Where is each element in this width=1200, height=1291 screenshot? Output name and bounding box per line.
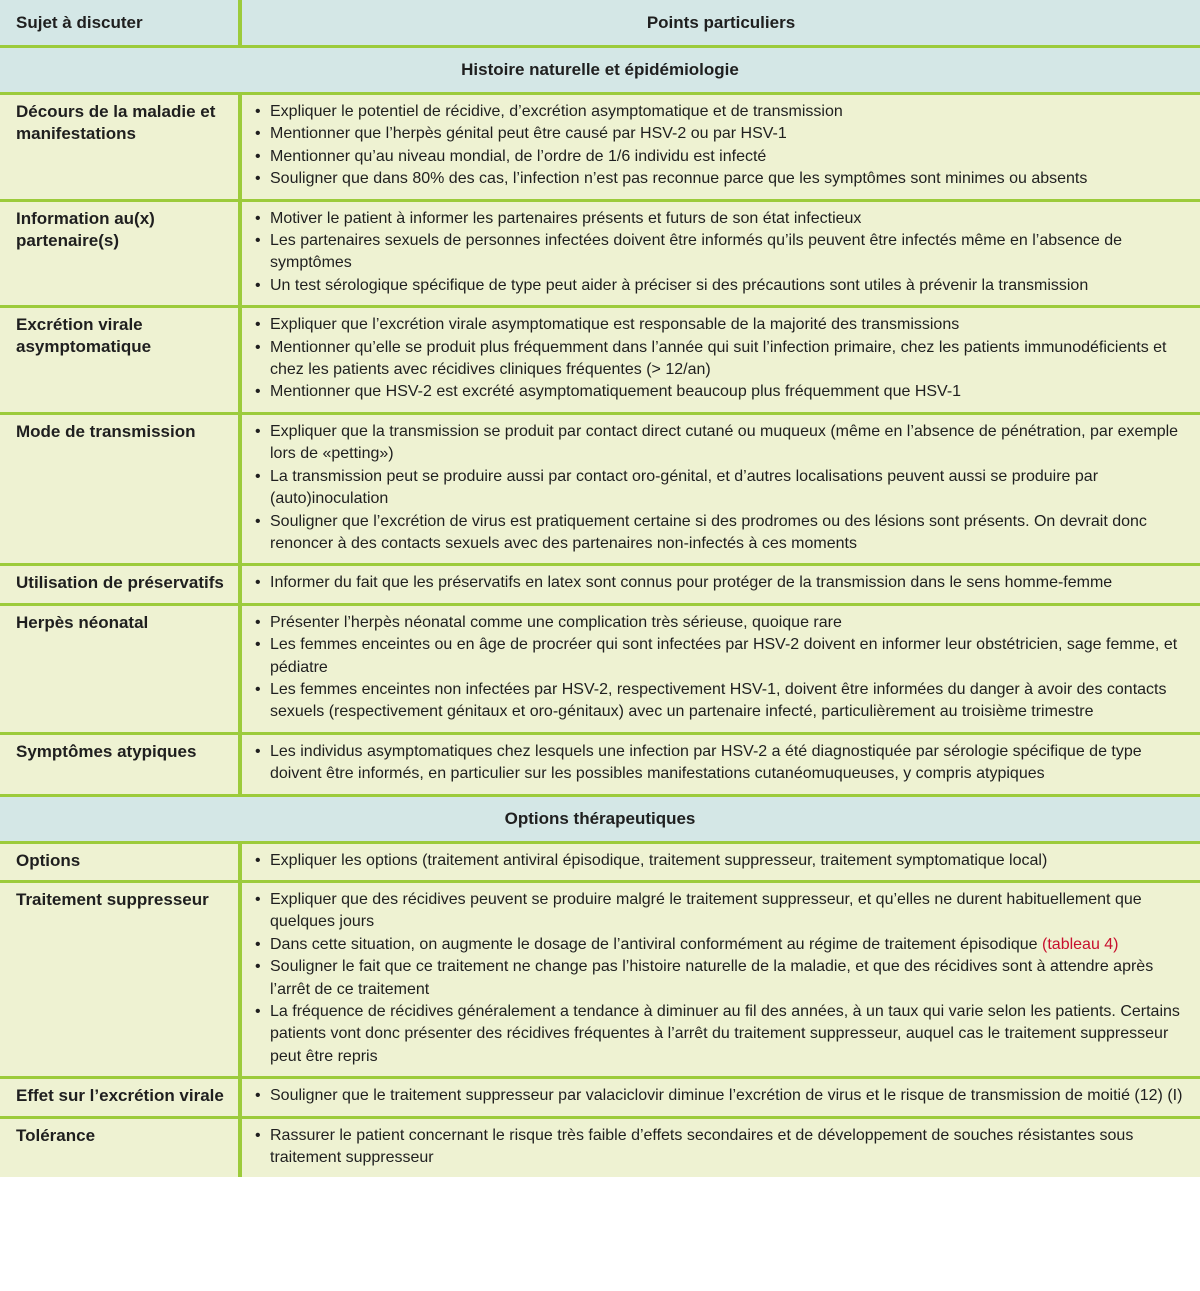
row-points [240,94,1200,201]
bullet-item: • Expliquer que l’excrétion virale asymptomatique est responsable de la majorité des transmissions [254,314,1186,336]
bullet-item: • Mentionner que l’herpès génital peut être causé par HSV-2 ou par HSV-1 [254,123,1186,145]
table-row [0,1078,1200,1117]
row-points [240,200,1200,307]
bullet-item: • Un test sérologique spécifique de type peut aider à préciser si des précautions sont utiles à prévenir la transmission [254,275,1186,297]
table-header-row [0,0,1200,47]
row-points [240,565,1200,604]
bullet-list [254,1125,1186,1170]
section-title: Options thérapeutiques [0,795,1200,842]
table-row [0,604,1200,733]
table-row [0,1117,1200,1177]
bullet-item: • Informer du fait que les préservatifs en latex sont connus pour protéger de la transmission dans le sens homme-femme [254,572,1186,594]
row-points [240,604,1200,733]
section-header-row [0,795,1200,842]
bullet-item: • Souligner le fait que ce traitement ne change pas l’histoire naturelle de la maladie, et que des récidives sont à attendre après l’arrêt de ce traitement [254,956,1186,1001]
section-title: Histoire naturelle et épidémiologie [0,47,1200,94]
table-row [0,565,1200,604]
row-points [240,1078,1200,1117]
bullet-list [254,101,1186,191]
bullet-text: Dans cette situation, on augmente le dosage de l’antiviral conformément au régime de traitement épisodique [270,935,1038,953]
row-points [240,881,1200,1077]
row-subject: Décours de la maladie et manifestations [0,94,240,201]
bullet-list [254,208,1186,298]
bullet-list [254,741,1186,786]
bullet-item [254,934,1186,956]
bullet-item: • Expliquer le potentiel de récidive, d’excrétion asymptomatique et de transmission [254,101,1186,123]
bullet-list [254,421,1186,555]
table-reference-link[interactable]: (tableau 4) [1042,935,1119,953]
bullet-list [254,314,1186,404]
row-subject: Options [0,842,240,881]
bullet-item: • Motiver le patient à informer les partenaires présents et futurs de son état infectieux [254,208,1186,230]
row-subject: Mode de transmission [0,413,240,564]
row-subject: Effet sur l’excrétion virale [0,1078,240,1117]
bullet-item: • Souligner que le traitement suppresseur par valaciclovir diminue l’excrétion de virus et le risque de transmission de moitié (12) (I) [254,1085,1186,1107]
row-points [240,413,1200,564]
section-therapeutic-options [0,795,1200,1177]
bullet-list [254,850,1186,872]
table-row [0,307,1200,414]
bullet-item: • Les femmes enceintes non infectées par HSV-2, respectivement HSV-1, doivent être informées du danger à avoir des contacts sexuels (respectivement génitaux et oro-génitaux) avec un partenaire infecté, particulièrement au troisième trimestre [254,679,1186,724]
table-row [0,200,1200,307]
bullet-list [254,889,1186,1068]
table-row [0,733,1200,795]
row-points [240,733,1200,795]
row-subject: Traitement suppresseur [0,881,240,1077]
bullet-item: • Expliquer que des récidives peuvent se produire malgré le traitement suppresseur, et qu’elles ne durent habituellement que quelques jours [254,889,1186,934]
row-points [240,1117,1200,1177]
row-subject: Symptômes atypiques [0,733,240,795]
row-subject: Excrétion virale asymptomatique [0,307,240,414]
bullet-item: • Expliquer les options (traitement antiviral épisodique, traitement suppresseur, traitement symptomatique local) [254,850,1186,872]
bullet-list [254,1085,1186,1107]
bullet-item: • Rassurer le patient concernant le risque très faible d’effets secondaires et de développement de souches résistantes sous traitement suppresseur [254,1125,1186,1170]
bullet-item: • Mentionner qu’au niveau mondial, de l’ordre de 1/6 individu est infecté [254,146,1186,168]
bullet-item: • Les individus asymptomatiques chez lesquels une infection par HSV-2 a été diagnostiquée par sérologie spécifique de type doivent être informés, en particulier sur les possibles manifestations cutanéomuqueuses, y compris atypiques [254,741,1186,786]
header-points: Points particuliers [240,0,1200,47]
bullet-item: • Présenter l’herpès néonatal comme une complication très sérieuse, quoique rare [254,612,1186,634]
bullet-item: • La transmission peut se produire aussi par contact oro-génital, et d’autres localisations peuvent aussi se produire par (auto)inoculation [254,466,1186,511]
row-points [240,307,1200,414]
bullet-item: • La fréquence de récidives généralement a tendance à diminuer au fil des années, à un taux qui varie selon les patients. Certains patients vont donc présenter des récidives fréquentes à l’arrêt du traitement suppresseur, auquel cas le traitement suppresseur peut être repris [254,1001,1186,1068]
bullet-list [254,612,1186,724]
row-subject: Utilisation de préservatifs [0,565,240,604]
header-subject: Sujet à discuter [0,0,240,47]
row-subject: Information au(x) partenaire(s) [0,200,240,307]
section-natural-history [0,47,1200,796]
section-header-row [0,47,1200,94]
bullet-item: • Mentionner qu’elle se produit plus fréquemment dans l’année qui suit l’infection primaire, chez les patients immunodéficients et chez les patients avec récidives cliniques fréquentes (> 12/an) [254,337,1186,382]
table-row [0,881,1200,1077]
bullet-item: • Souligner que dans 80% des cas, l’infection n’est pas reconnue parce que les symptômes sont minimes ou absents [254,168,1186,190]
bullet-item: • Les femmes enceintes ou en âge de procréer qui sont infectées par HSV-2 doivent en informer leur obstétricien, sage femme, et pédiatre [254,634,1186,679]
table-row [0,842,1200,881]
table-row [0,94,1200,201]
table-row [0,413,1200,564]
row-subject: Herpès néonatal [0,604,240,733]
bullet-item: • Mentionner que HSV-2 est excrété asymptomatiquement beaucoup plus fréquemment que HSV-1 [254,381,1186,403]
bullet-item: • Expliquer que la transmission se produit par contact direct cutané ou muqueux (même en l’absence de pénétration, par exemple lors de «petting») [254,421,1186,466]
bullet-item: • Les partenaires sexuels de personnes infectées doivent être informés qu’ils peuvent être infectés même en l’absence de symptômes [254,230,1186,275]
bullet-list [254,572,1186,594]
bullet-item: • Souligner que l’excrétion de virus est pratiquement certaine si des prodromes ou des lésions sont présents. On devrait donc renoncer à des contacts sexuels avec des partenaires non-infectés à ces moments [254,511,1186,556]
row-points [240,842,1200,881]
row-subject: Tolérance [0,1117,240,1177]
